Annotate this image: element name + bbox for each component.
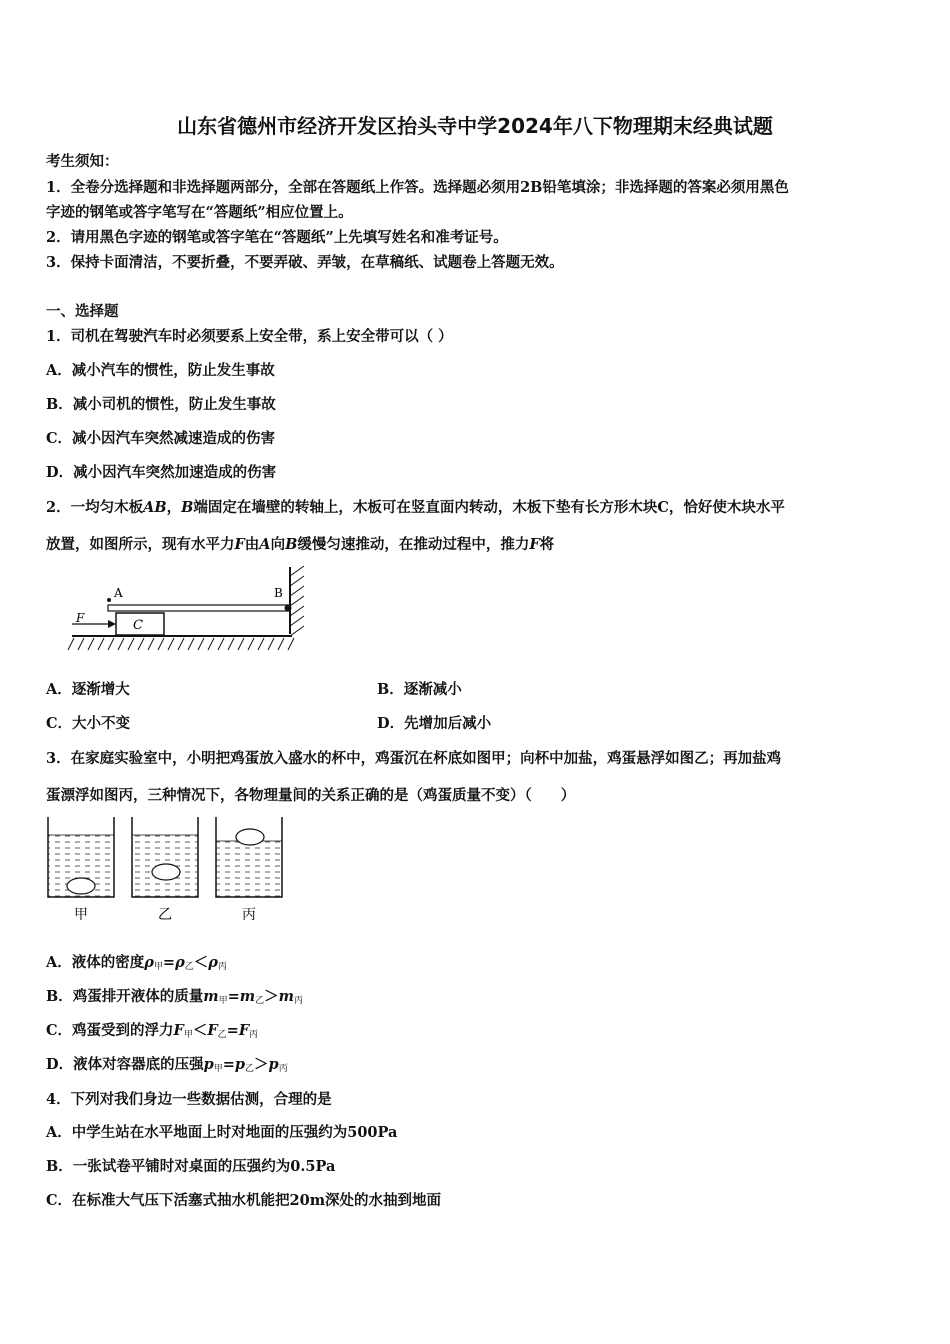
q1-option-b: B．减小司机的惯性，防止发生事故 [46, 396, 276, 413]
q2-option-a: A．逐渐增大 [46, 681, 130, 698]
pivot-b [285, 605, 292, 612]
q2-stem-line2: 放置，如图所示，现有水平力F由A向B缓慢匀速推动，在推动过程中，推力F将 [46, 536, 555, 553]
notice-item-1: 1．全卷分选择题和非选择题两部分，全部在答题纸上作答。选择题必须用2B铅笔填涂；非选择题的答案必须用黑色 [46, 179, 789, 196]
q4-stem: 4．下列对我们身边一些数据估测，合理的是 [46, 1091, 332, 1108]
q4-option-b: B．一张试卷平铺时对桌面的压强约为0.5Pa [46, 1158, 336, 1175]
q4-option-a: A．中学生站在水平地面上时对地面的压强约为500Pa [46, 1124, 398, 1141]
egg-cups-figure [44, 815, 286, 925]
q3-option-b: B．鸡蛋排开液体的质量$m_甲=m_乙>m_丙$ [46, 988, 303, 1006]
q2-option-d: D．先增加后减小 [377, 715, 492, 732]
notice-item-1-cont: 字迹的钢笔或答字笔写在“答题纸”相应位置上。 [46, 204, 353, 221]
exam-title: 山东省德州市经济开发区抬头寺中学2024年八下物理期末经典试题 [177, 114, 773, 138]
board-ab [108, 605, 290, 611]
q1-option-d: D．减小因汽车突然加速造成的伤害 [46, 464, 277, 481]
q2-option-c: C．大小不变 [46, 715, 131, 732]
q3-option-a: A．液体的密度$\rho_甲=\rho_乙<\rho_丙$ [46, 954, 227, 972]
lever-board-figure [60, 562, 320, 662]
q4-option-c: C．在标准大气压下活塞式抽水机能把20m深处的水抽到地面 [46, 1192, 442, 1209]
label-c: C [133, 618, 143, 633]
label-yi: 乙 [158, 907, 172, 923]
egg-sunk [67, 878, 95, 894]
section-heading: 一、选择题 [46, 303, 119, 320]
notice-header: 考生须知： [46, 153, 119, 170]
ground-hatching [68, 638, 294, 650]
label-b: B [274, 586, 283, 600]
cup-bing [216, 817, 282, 897]
q3-stem-line1: 3．在家庭实验室中，小明把鸡蛋放入盛水的杯中，鸡蛋沉在杯底如图甲；向杯中加盐，鸡蛋悬浮如图乙；再加盐鸡 [46, 750, 782, 767]
cup-jia [48, 817, 114, 897]
label-a: A [114, 586, 123, 600]
label-bing: 丙 [242, 907, 256, 923]
q2-stem-line1: 2．一均匀木板AB，B端固定在墙壁的转轴上，木板可在竖直面内转动，木板下垫有长方形木块C，恰好使木块水平 [46, 499, 785, 516]
cup-yi [132, 817, 198, 897]
egg-suspended [152, 864, 180, 880]
q3-option-c: C．鸡蛋受到的浮力$F_甲<F_乙=F_丙$ [46, 1022, 259, 1040]
q1-option-c: C．减小因汽车突然减速造成的伤害 [46, 430, 276, 447]
notice-item-2: 2．请用黑色字迹的钢笔或答字笔在“答题纸”上先填写姓名和准考证号。 [46, 229, 508, 246]
q2-option-b: B．逐渐减小 [377, 681, 462, 698]
q1-stem: 1．司机在驾驶汽车时必须要系上安全带，系上安全带可以（ ） [46, 328, 453, 345]
q3-option-d: D．液体对容器底的压强$p_甲=p_乙>p_丙$ [46, 1056, 288, 1074]
egg-floating [236, 829, 264, 845]
q3-stem-line2: 蛋漂浮如图丙，三种情况下，各物理量间的关系正确的是（鸡蛋质量不变）（ ） [46, 787, 576, 804]
force-arrowhead [108, 620, 116, 628]
label-f: F [76, 611, 85, 625]
q1-option-a: A．减小汽车的惯性，防止发生事故 [46, 362, 275, 379]
notice-item-3: 3．保持卡面清洁，不要折叠，不要弄破、弄皱，在草稿纸、试题卷上答题无效。 [46, 254, 564, 271]
point-a [107, 598, 111, 602]
label-jia: 甲 [74, 907, 88, 923]
